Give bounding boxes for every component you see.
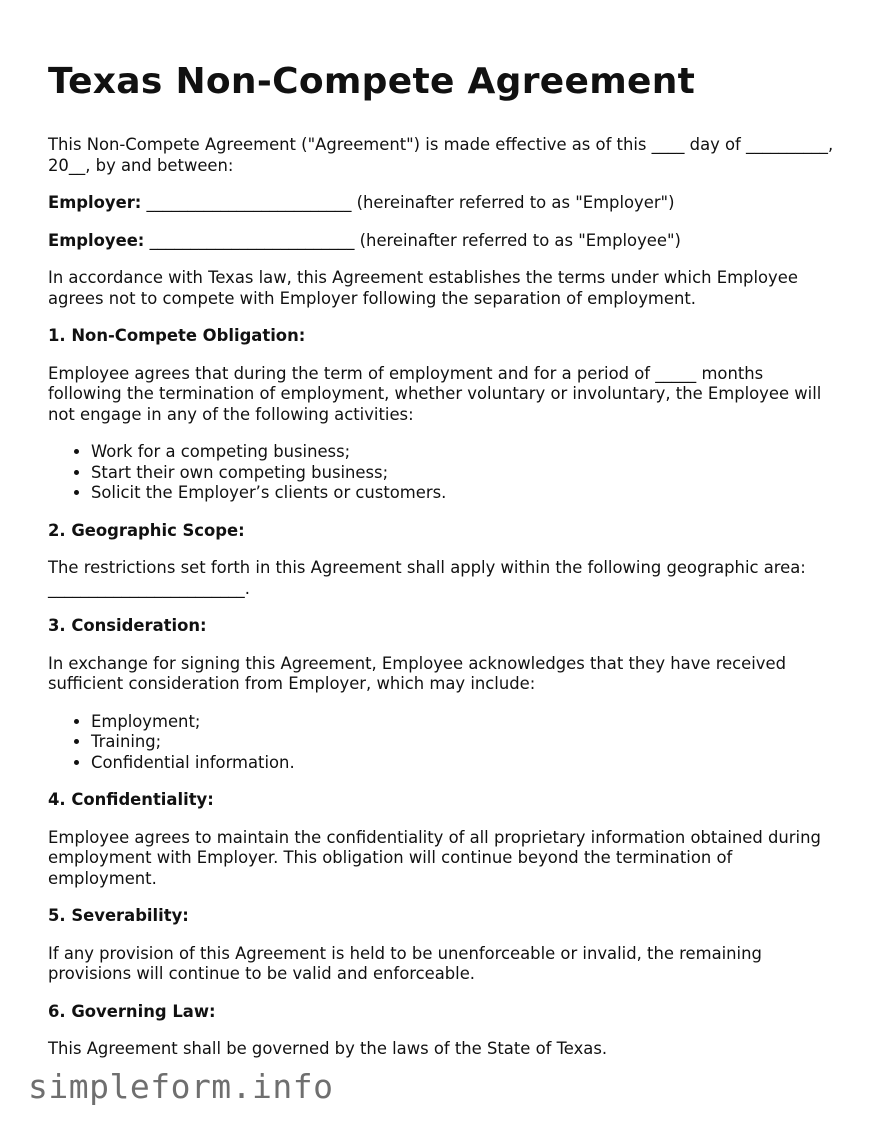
- non-compete-activities-list: [48, 442, 838, 504]
- section-heading-geographic-scope: 2. Geographic Scope:: [48, 520, 245, 540]
- employee-label: Employee:: [48, 230, 145, 250]
- employer-line: [48, 193, 838, 214]
- section-heading-consideration: 3. Consideration:: [48, 616, 207, 635]
- list-item: • Employment;: [91, 712, 838, 733]
- section-heading-non-compete: 1. Non-Compete Obligation:: [48, 326, 306, 345]
- employer-label: Employer:: [48, 193, 142, 212]
- list-item: • Training;: [91, 732, 838, 753]
- intro-paragraph: This Non-Compete Agreement ("Agreement") is made effective as of this ____ day of __________, 20__, by and between:: [48, 135, 834, 175]
- section-body-geographic-scope: The restrictions set forth in this Agreement shall apply within the following geographic area: ________________________.: [48, 558, 806, 598]
- section-body-non-compete: Employee agrees that during the term of employment and for a period of _____ months following the termination of employment, whether voluntary or involuntary, the Employee will not engage in any of the following activities:: [48, 363, 822, 424]
- watermark: simpleform.info: [28, 1067, 334, 1106]
- list-item: • Confidential information.: [91, 753, 838, 774]
- section-heading-confidentiality: 4. Confidentiality:: [48, 790, 214, 809]
- section-body-confidentiality: Employee agrees to maintain the confidentiality of all proprietary information obtained during employment with Employer. This obligation will continue beyond the termination of employment.: [48, 827, 821, 888]
- employee-line: [48, 231, 838, 252]
- list-item: • Work for a competing business;: [91, 442, 838, 463]
- consideration-list: [48, 712, 838, 774]
- section-heading-severability: 5. Severability:: [48, 906, 189, 925]
- document-title: Texas Non-Compete Agreement: [48, 61, 696, 102]
- document-page: [48, 56, 838, 1077]
- employee-blank-text: _________________________ (hereinafter referred to as "Employee"): [144, 230, 681, 250]
- section-heading-governing-law: 6. Governing Law:: [48, 1001, 216, 1021]
- list-item: • Solicit the Employer’s clients or customers.: [91, 483, 838, 504]
- employer-blank-text: _________________________ (hereinafter referred to as "Employer"): [141, 193, 675, 212]
- section-body-consideration: In exchange for signing this Agreement, Employee acknowledges that they have received sufficient consideration from Employer, which may include:: [48, 653, 786, 693]
- preamble-paragraph: In accordance with Texas law, this Agreement establishes the terms under which Employee agrees not to compete with Employer following the separation of employment.: [48, 268, 798, 308]
- list-item: • Start their own competing business;: [91, 463, 838, 484]
- section-body-severability: If any provision of this Agreement is held to be unenforceable or invalid, the remaining provisions will continue to be valid and enforceable.: [48, 943, 762, 983]
- section-body-governing-law: This Agreement shall be governed by the laws of the State of Texas.: [48, 1039, 608, 1058]
